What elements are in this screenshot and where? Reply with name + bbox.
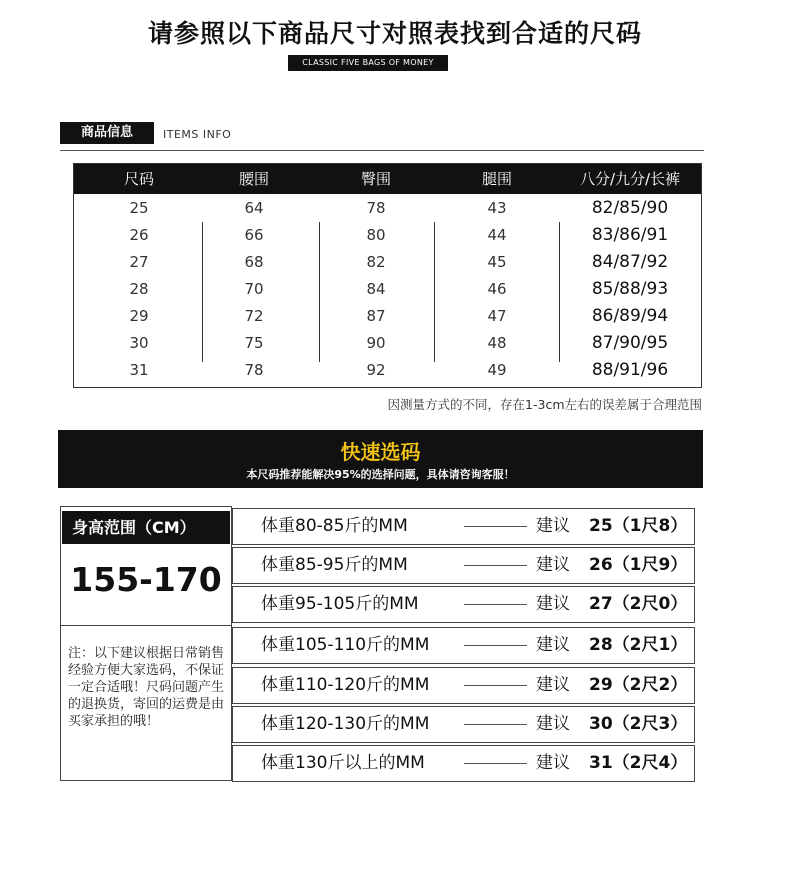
cell-length: 84/87/92 xyxy=(591,252,669,272)
table-row xyxy=(74,357,701,384)
header-thigh: 腿围 xyxy=(481,170,512,188)
cell-length: 83/86/91 xyxy=(591,225,669,245)
measurement-note: 因测量方式的不同，存在1-3cm左右的误差属于合理范围 xyxy=(387,397,702,412)
cell-waist: 75 xyxy=(244,334,264,352)
suggest-label: 建议 xyxy=(536,555,570,575)
suggested-size: 26（1尺9） xyxy=(589,555,688,575)
section-divider xyxy=(60,150,704,151)
cell-thigh: 44 xyxy=(487,226,507,244)
cell-waist: 70 xyxy=(244,280,264,298)
height-range-value: 155-170 xyxy=(70,560,222,599)
cell-size: 31 xyxy=(129,361,149,379)
cell-hip: 92 xyxy=(366,361,386,379)
weight-range: 体重105-110斤的MM xyxy=(261,635,430,655)
suggested-size: 27（2尺0） xyxy=(589,594,688,614)
dash-line xyxy=(464,565,527,566)
suggested-size: 28（2尺1） xyxy=(589,635,688,655)
dash-line xyxy=(464,685,527,686)
recommendation-row xyxy=(232,586,695,623)
recommendation-row xyxy=(232,508,695,545)
cell-waist: 64 xyxy=(244,199,264,217)
recommendation-row xyxy=(232,745,695,782)
suggest-label: 建议 xyxy=(536,635,570,655)
weight-range: 体重120-130斤的MM xyxy=(261,714,430,734)
table-row xyxy=(74,249,701,276)
cell-thigh: 47 xyxy=(487,307,507,325)
dash-line xyxy=(464,763,527,764)
page-title: 请参照以下商品尺寸对照表找到合适的尺码 xyxy=(147,19,642,48)
cell-hip: 84 xyxy=(366,280,386,298)
size-chart-header xyxy=(74,164,701,194)
suggest-label: 建议 xyxy=(536,753,570,773)
dash-line xyxy=(464,526,527,527)
quick-select-title: 快速选码 xyxy=(340,440,421,464)
cell-waist: 68 xyxy=(244,253,264,271)
suggested-size: 31（2尺4） xyxy=(589,753,688,773)
cell-hip: 87 xyxy=(366,307,386,325)
panel-divider xyxy=(60,625,232,626)
suggested-size: 30（2尺3） xyxy=(589,714,688,734)
recommendation-row xyxy=(232,627,695,664)
cell-size: 30 xyxy=(129,334,149,352)
dash-line xyxy=(464,645,527,646)
weight-range: 体重80-85斤的MM xyxy=(261,516,408,536)
cell-waist: 78 xyxy=(244,361,264,379)
header-length: 八分/九分/长裤 xyxy=(579,170,681,188)
cell-length: 82/85/90 xyxy=(591,198,669,218)
cell-hip: 82 xyxy=(366,253,386,271)
table-row xyxy=(74,222,701,249)
cell-length: 87/90/95 xyxy=(591,333,669,353)
cell-size: 27 xyxy=(129,253,149,271)
weight-range: 体重85-95斤的MM xyxy=(261,555,408,575)
table-row xyxy=(74,330,701,357)
size-chart-table xyxy=(73,163,702,388)
quick-select-subtitle: 本尺码推荐能解决95%的选择问题，具体请咨询客服！ xyxy=(246,468,515,481)
recommendation-row xyxy=(232,706,695,743)
cell-hip: 90 xyxy=(366,334,386,352)
items-info-tag: 商品信息 xyxy=(60,122,154,144)
cell-thigh: 49 xyxy=(487,361,507,379)
height-range-header: 身高范围（CM） xyxy=(62,511,230,544)
dash-line xyxy=(464,724,527,725)
suggest-label: 建议 xyxy=(536,675,570,695)
table-row xyxy=(74,276,701,303)
quick-select-banner xyxy=(58,430,703,488)
cell-size: 25 xyxy=(129,199,149,217)
cell-hip: 78 xyxy=(366,199,386,217)
cell-thigh: 48 xyxy=(487,334,507,352)
cell-length: 88/91/96 xyxy=(591,360,669,380)
cell-size: 29 xyxy=(129,307,149,325)
weight-range: 体重130斤以上的MM xyxy=(261,753,425,773)
cell-waist: 66 xyxy=(244,226,264,244)
suggested-size: 29（2尺2） xyxy=(589,675,688,695)
subtitle-badge: CLASSIC FIVE BAGS OF MONEY xyxy=(288,55,448,71)
cell-thigh: 43 xyxy=(487,199,507,217)
cell-length: 86/89/94 xyxy=(591,306,669,326)
weight-range: 体重110-120斤的MM xyxy=(261,675,430,695)
header-waist: 腰围 xyxy=(238,170,269,188)
suggest-label: 建议 xyxy=(536,714,570,734)
cell-thigh: 46 xyxy=(487,280,507,298)
header-size: 尺码 xyxy=(123,170,154,188)
cell-size: 26 xyxy=(129,226,149,244)
cell-waist: 72 xyxy=(244,307,264,325)
items-info-label: ITEMS INFO xyxy=(163,128,232,141)
cell-size: 28 xyxy=(129,280,149,298)
header-hip: 臀围 xyxy=(360,170,391,188)
cell-length: 85/88/93 xyxy=(591,279,669,299)
recommendation-row xyxy=(232,667,695,704)
weight-range: 体重95-105斤的MM xyxy=(261,594,419,614)
cell-thigh: 45 xyxy=(487,253,507,271)
recommendation-disclaimer: 注：以下建议根据日常销售经验方便大家选码，不保证一定合适哦！尺码问题产生的退换货，寄回的运费是由买家承担的哦！ xyxy=(68,646,225,729)
suggest-label: 建议 xyxy=(536,594,570,614)
cell-hip: 80 xyxy=(366,226,386,244)
suggest-label: 建议 xyxy=(536,516,570,536)
height-panel xyxy=(60,506,232,781)
dash-line xyxy=(464,604,527,605)
suggested-size: 25（1尺8） xyxy=(589,516,688,536)
table-row xyxy=(74,195,701,222)
recommendation-row xyxy=(232,547,695,584)
table-row xyxy=(74,303,701,330)
